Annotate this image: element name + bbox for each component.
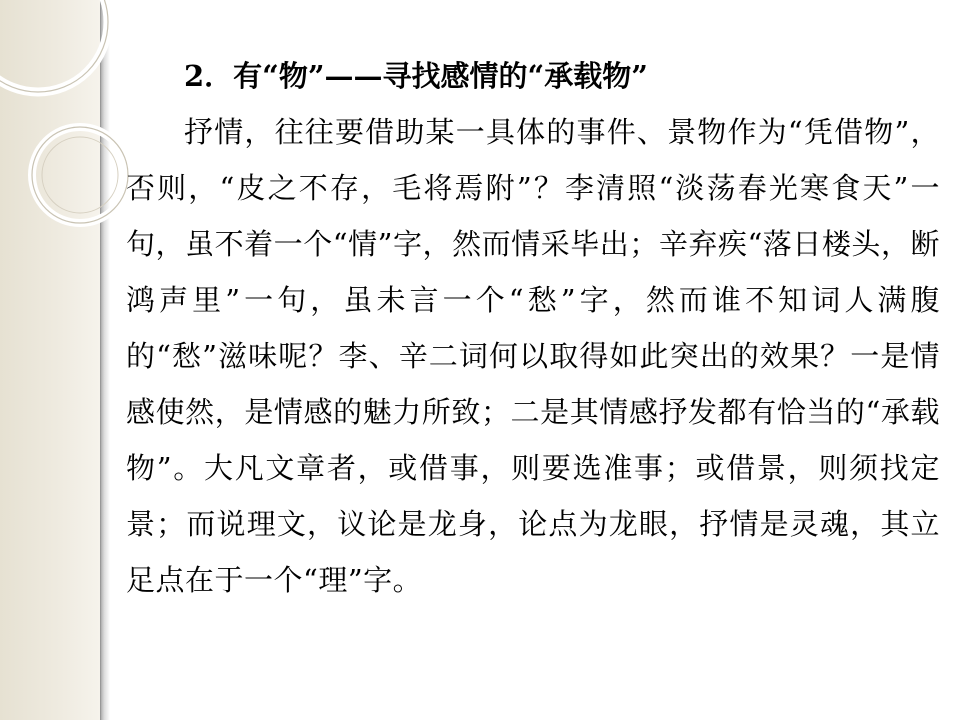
left-decorative-band [0,0,100,720]
slide-content [126,48,940,608]
band-shadow [104,0,110,720]
body-paragraph: 抒情，往往要借助某一具体的事件、景物作为“凭借物”，否则，“皮之不存，毛将焉附”？李清照“淡荡春光寒食天”一句，虽不着一个“情”字，然而情采毕出；辛弃疾“落日楼头，断鸿声里”一句，虽未言一个“愁”字，然而谁不知词人满腹的“愁”滋味呢？李、辛二词何以取得如此突出的效果？一是情感使然，是情感的魅力所致；二是其情感抒发都有恰当的“承载物”。大凡文章者，或借事，则要选准事；或借景，则须找定景；而说理文，议论是龙身，论点为龙眼，抒情是灵魂，其立足点在于一个“理”字。 [126,115,940,597]
section-heading: 2．有“物”——寻找感情的“承载物” [184,59,648,93]
